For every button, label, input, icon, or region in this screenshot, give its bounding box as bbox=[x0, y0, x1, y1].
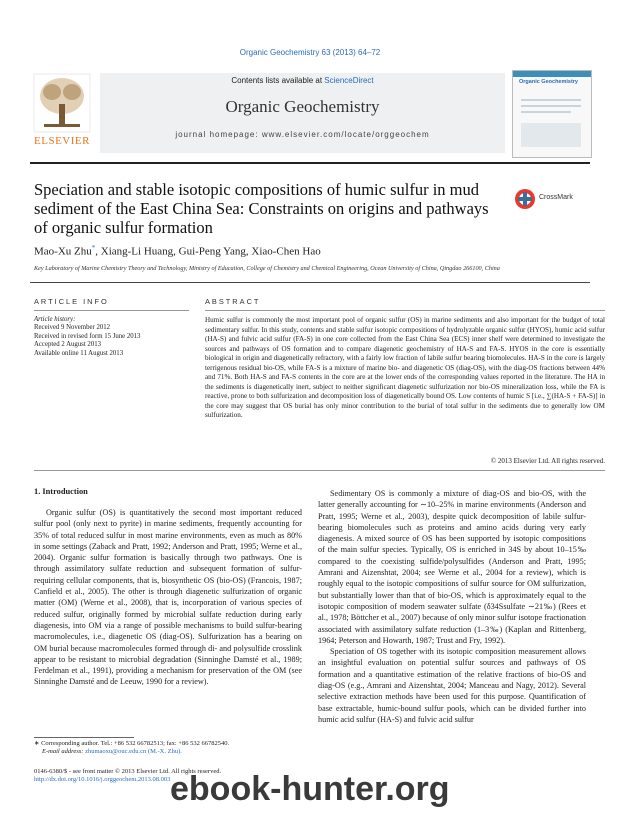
online-date: Available online 11 August 2013 bbox=[34, 349, 124, 357]
journal-title: Organic Geochemistry bbox=[225, 97, 380, 116]
author-list bbox=[34, 244, 321, 258]
watermark: ebook-hunter.org bbox=[170, 770, 450, 808]
left-column bbox=[34, 507, 302, 688]
cover-line bbox=[521, 99, 581, 101]
corresponding-author-note: ∗ Corresponding author. Tel.: +86 532 66782513; fax: +86 532 66782540. bbox=[34, 740, 230, 747]
issn-line: 0146-6380/$ - see front matter © 2013 Elsevier Ltd. All rights reserved. bbox=[34, 768, 222, 775]
affiliation: Key Laboratory of Marine Chemistry Theory and Technology, Ministry of Education, College of Chemistry and Chemical Engineering, Ocean University of China, Qingdao 266100, China bbox=[34, 265, 500, 272]
article-info-rule bbox=[34, 310, 189, 311]
journal-reference[interactable]: Organic Geochemistry 63 (2013) 64–72 bbox=[239, 48, 381, 57]
accepted-date: Accepted 2 August 2013 bbox=[34, 341, 102, 349]
doi-link[interactable]: http://dx.doi.org/10.1016/j.orggeochem.2013.08.003 bbox=[34, 776, 171, 784]
article-title: Speciation and stable isotopic compositions of humic sulfur in mud sediment of the East China Sea: Constraints on origins and pathways of organic sulfur formation bbox=[34, 180, 489, 237]
revised-date: Received in revised form 15 June 2013 bbox=[34, 332, 141, 340]
crossmark-label: CrossMark bbox=[539, 194, 573, 201]
cover-title: Organic Geochemistry bbox=[519, 79, 578, 85]
journal-cover-thumbnail bbox=[512, 70, 592, 158]
abstract-bottom-rule bbox=[34, 470, 605, 471]
right-column bbox=[318, 488, 586, 725]
publisher-name: ELSEVIER bbox=[34, 135, 90, 147]
cover-line bbox=[521, 111, 571, 113]
cover-line bbox=[521, 105, 581, 107]
abstract-heading: ABSTRACT bbox=[205, 297, 261, 306]
contents-line bbox=[100, 76, 505, 85]
email-link[interactable]: zhumaoxu@ouc.edu.cn (M.-X. Zhu). bbox=[85, 748, 182, 756]
introduction-heading: 1. Introduction bbox=[34, 487, 88, 496]
crossmark-badge[interactable] bbox=[514, 188, 584, 210]
article-info-heading: ARTICLE INFO bbox=[34, 297, 109, 306]
footnote-rule bbox=[34, 737, 134, 738]
crossmark-icon bbox=[514, 188, 536, 210]
author-name[interactable]: Mao-Xu Zhu bbox=[34, 245, 92, 258]
contents-prefix: Contents lists available at bbox=[231, 76, 325, 85]
abstract-text: Humic sulfur is commonly the most important pool of organic sulfur (OS) in marine sediments and also important for the budget of total sedimentary sulfur. In this study, contents and stable sulfur isotopic compositions of hydrolyzable organic sulfur (HYOS), humic acid sulfur (HA-S) and fulvic acid sulfur (FA-S) in one core collected from the East China Sea (ECS) inner shelf were determined to investigate the sources and pathways of OS formation and to compare diagenetic geochemistry of HA-S and FA-S. HYOS in the core is essentially biological in origin and diagenetically refractory, with a fairly low fraction of labile sulfur bearing biomolecules. HA-S in the core is largely terrigenous residual bio-OS, while FA-S is a mixture of marine bio- and diagenetic OS (diag-OS), with the diag-OS fractions between 44% and 71%. Both HA-S and FA-S contents in the core are at the lower ends of the corresponding values reported in the literature. The HA in the sediments is diagenetically inert, subject to neither significant diagenetic sulfurization nor bio-OS mineralization loss, while the FA is reactive, prone to both sulfurization and decomposition loss of diagenetically bound OS. Low contents of humic S [i.e., ∑(HA-S + FA-S)] in the core may suggest that OS burial has only minor contribution to the burial of total sulfur in the sediments due to generally low OM sulfurization. bbox=[205, 316, 605, 419]
intro-paragraph-1: Organic sulfur (OS) is quantitatively the second most important reduced sulfur pool (only next to pyrite) in marine sediments, frequently accounting for 35% of total reduced sulfur in most marine environments, even as much as 80% in some settings (Zaback and Pratt, 1992; Anderson and Pratt, 1995; Werne et al., 2004). Organic sulfur formation is basically through two pathways. One is through assimilatory sulfate reduction and subsequent formation of sulfur-requiring cellular components, that is, biosynthetic OS (bio-OS) (Francois, 1987; Canfield et al., 2005). The other is through diagenetic sulfurization of organic matter (OM) (Werne et al., 2008), that is, incorporation of various species of reduced sulfur, originally formed by microbial sulfate reduction during early diagenesis, into OM via a range of possible mechanisms to build sulfur-bearing macromolecules, i.e., diagenetic OS (diag-OS). Sulfurization has a bearing on OM burial because macromolecules formed through di- and polysulfide crosslink appear to be resistant to microbial degradation (Sinninghe Damsté et al., 1989; Ferdelman et al., 1991), providing a mechanism for preservation of the OM (see Sinninghe Damsté and de Leeuw, 1990 for a review). bbox=[34, 508, 302, 687]
co-authors: , Xiang-Li Huang, Gui-Peng Yang, Xiao-Chen Hao bbox=[95, 245, 321, 258]
sciencedirect-link[interactable]: ScienceDirect bbox=[324, 76, 374, 85]
cover-image bbox=[521, 123, 581, 147]
intro-paragraph-3: Speciation of OS together with its isotopic composition measurement allows an insightful evaluation on potential sulfur sources and pathways of OS formation and a quantitative estimation of the relative fractions of bio-OS and diag-OS (e.g., Amrani and Aizenshtat, 2004; Manceau and Nagy, 2012). Several selective extraction methods have been used for this purpose. Quantification of base extractable, humic-bound sulfur pools, which can be divided further into humic acid sulfur (HA-S) and fulvic acid sulfur bbox=[318, 647, 586, 724]
corresponding-author-mark[interactable]: * bbox=[91, 244, 96, 252]
footnote bbox=[34, 740, 302, 756]
received-date: Received 9 November 2012 bbox=[34, 324, 111, 332]
intro-paragraph-2: Sedimentary OS is commonly a mixture of diag-OS and bio-OS, with the latter generally accounting for ∼10–25% in marine environments (Anderson and Pratt, 1995; Werne et al., 2003), despite quick decomposition of labile sulfur-bearing biomolecules such as proteins and amino acids during very early diagenesis. A mixed source of OS has been supported by isotopic compositions of the main sulfur species. Typically, OS is enriched in 34S by about 10–15‰ compared to the coexisting sulfide/polysulfides (Anderson and Pratt, 1995; Amrani and Aizenshtat, 2004; see Werne et al., 2004 for a review), which is roughly equal to the isotopic compositions of sulfur source for OM sulfurization, but substantially lower than that of bio-OS, which is approximately equal to the isotopic composition of modern seawater sulfate (δ34Ssulfate ∼21‰) (Rees et al., 1978; Böttcher et al., 2007) because of only minor sulfur isotope fractionation associated with assimilatory sulfate reduction (1–3‰) (Kaplan and Rittenberg, 1964; Peterson and Howarth, 1987; Trust and Fry, 1992). bbox=[318, 489, 586, 645]
email-label: E-mail address: bbox=[42, 748, 84, 756]
header-rule bbox=[30, 162, 590, 164]
elsevier-logo bbox=[30, 72, 94, 152]
affiliation-rule bbox=[30, 282, 590, 283]
article-history bbox=[34, 316, 184, 358]
abstract-copyright: © 2013 Elsevier Ltd. All rights reserved. bbox=[490, 457, 605, 465]
cover-band bbox=[513, 71, 591, 77]
abstract-rule bbox=[205, 310, 605, 311]
journal-homepage[interactable]: journal homepage: www.elsevier.com/locate/orggeochem bbox=[175, 130, 430, 139]
history-label: Article history: bbox=[34, 316, 76, 323]
